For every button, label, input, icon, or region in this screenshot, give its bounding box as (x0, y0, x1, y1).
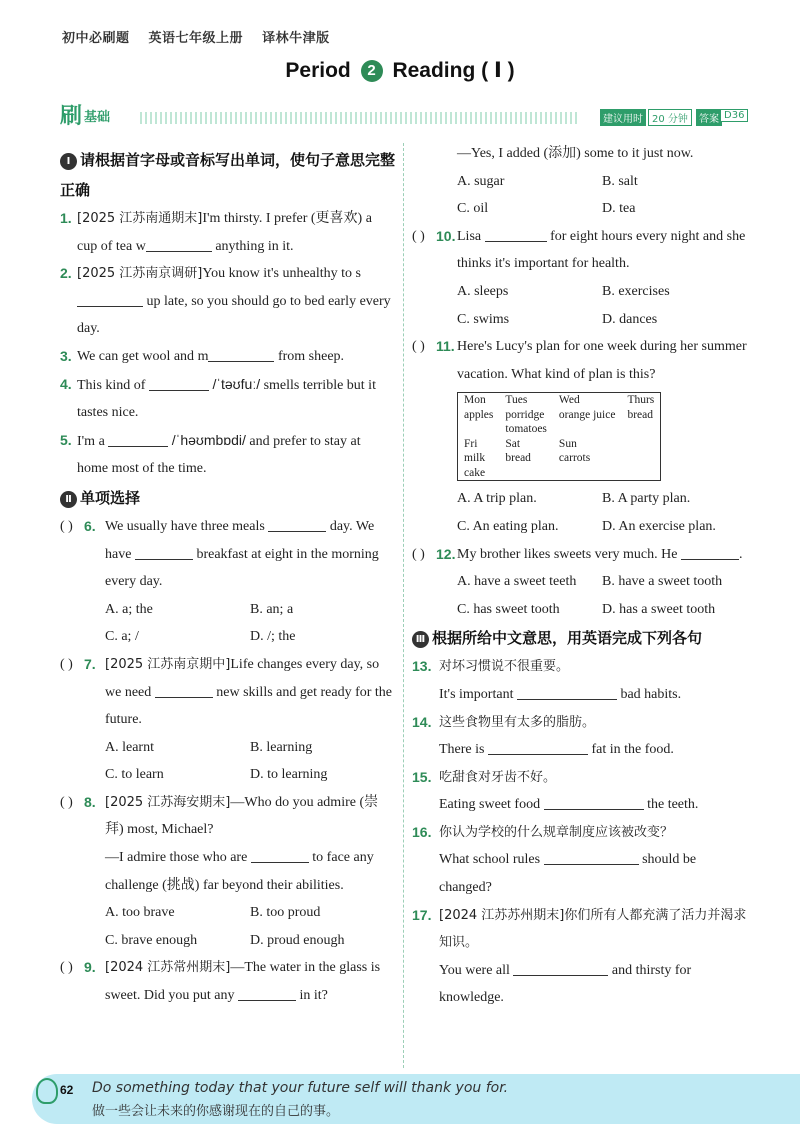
option[interactable]: D. proud enough (250, 932, 345, 948)
question-14: 14. 这些食物里有太多的脂肪。 There is fat in the food. (412, 713, 674, 758)
option[interactable]: C. has sweet tooth (457, 601, 560, 617)
question-8: ( ) 8. [2025 江苏海安期末]—Who do you admire (崇拜) most, Michael? —I admire those who are to face any challenge (挑战) far beyond their abilities. A. too brave B. too proud C. brave enough D. proud enough (60, 789, 395, 955)
header-book: 初中必刷题 (62, 31, 130, 46)
question-10: ( ) 10. Lisa for eight hours every night and she thinks it's important for health. A. sleeps B. exercises C. swims D. dances (412, 223, 750, 333)
answer-blank[interactable] (544, 850, 639, 865)
question-13: 13. 对坏习惯说不很重要。 It's important bad habits. (412, 658, 682, 702)
section-3-heading: Ⅲ 根据所给中文意思，用英语完成下列各句 (412, 623, 750, 653)
answer-blank[interactable] (488, 740, 588, 755)
header-edition: 译林牛津版 (262, 31, 330, 46)
answer-blank[interactable] (208, 347, 274, 362)
option[interactable]: A. have a sweet teeth (457, 574, 577, 590)
answer-blank[interactable] (238, 986, 296, 1001)
question-12: ( ) 12. My brother likes sweets very much. He . A. have a sweet teeth B. have a sweet tooth C. has sweet tooth D. has a sweet tooth (412, 541, 750, 624)
question-7: ( ) 7. [2025 江苏南京期中]Life changes every day, so we need new skills and get ready for the future. A. learnt B. learning C. to learn D. to learning (60, 651, 395, 789)
answer-blank[interactable] (155, 683, 213, 698)
question-3: 3. We can get wool and m from sheep. (60, 347, 345, 364)
weekly-plan-table: Mon Tues Wed Thurs apples porridge orange juice bread tomatoes Fri Sat Sun milk bread carrots cake (457, 392, 661, 481)
answer-blank[interactable] (513, 961, 608, 976)
lightbulb-icon (36, 1078, 58, 1104)
answer-blank[interactable] (251, 848, 309, 863)
question-1: 1. [2025 江苏南通期末]I'm thirsty. I prefer (更喜欢) a cup of tea w anything in it. (60, 210, 372, 254)
option[interactable]: A. sleeps (457, 283, 509, 299)
option[interactable]: C. to learn (105, 767, 164, 783)
decorative-stripes (140, 112, 580, 124)
header-subject: 英语七年级上册 (148, 31, 244, 46)
time-value: 20 分钟 (648, 109, 692, 126)
option[interactable]: A. too brave (105, 905, 175, 921)
option[interactable]: C. a; / (105, 629, 139, 645)
option[interactable]: A. sugar (457, 173, 505, 189)
option[interactable]: D. has a sweet tooth (602, 601, 716, 617)
section-1-heading: Ⅰ 请根据首字母或音标写出单词，使句子意思完整正确 (60, 151, 396, 199)
time-label: 建议用时 (600, 109, 646, 126)
answer-label: 答案 (696, 109, 722, 126)
answer-page: D36 (720, 109, 748, 122)
option[interactable]: B. salt (602, 173, 638, 189)
option[interactable]: B. an; a (250, 601, 294, 617)
question-15: 15. 吃甜食对牙齿不好。 Eating sweet food the teeth. (412, 768, 699, 813)
option[interactable]: C. oil (457, 201, 489, 217)
answer-blank[interactable] (485, 227, 547, 242)
answer-blank[interactable] (146, 237, 212, 252)
question-16: 16. 你认为学校的什么规章制度应该被改变？ What school rules should be changed? (412, 823, 697, 896)
footer-quote-en: Do something today that your future self will thank you for. (92, 1080, 509, 1096)
option[interactable]: A. a; the (105, 601, 153, 617)
option[interactable]: D. tea (602, 201, 636, 217)
period-number-badge: 2 (361, 60, 383, 82)
answer-blank[interactable] (517, 685, 617, 700)
option[interactable]: D. to learning (250, 767, 328, 783)
option[interactable]: B. too proud (250, 905, 321, 921)
option[interactable]: C. brave enough (105, 932, 198, 948)
footer-quote-cn: 做一些会让未来的你感谢现在的自己的事。 (92, 1104, 340, 1119)
question-4: 4. This kind of /ˈtəʊfuː/ smells terrible but it tastes nice. (60, 375, 376, 421)
page-number: 62 (60, 1083, 74, 1097)
question-6: ( ) 6. We usually have three meals day. We have breakfast at eight in the morning every day. A. a; the B. an; a C. a; / D. /; the (60, 513, 395, 651)
question-5: 5. I'm a /ˈhəʊmbɒdi/ and prefer to stay at home most of the time. (60, 431, 361, 477)
answer-blank[interactable] (681, 545, 739, 560)
section-2-heading: Ⅱ 单项选择 (60, 483, 395, 513)
option[interactable]: B. exercises (602, 283, 670, 299)
right-column (412, 140, 750, 1012)
running-header (62, 27, 344, 46)
answer-blank[interactable] (108, 432, 168, 447)
option[interactable]: D. /; the (250, 629, 296, 645)
option[interactable]: A. learnt (105, 739, 154, 755)
option[interactable]: D. dances (602, 311, 658, 327)
option[interactable]: B. learning (250, 739, 313, 755)
brush-logo: 刷基础 (60, 104, 111, 129)
answer-blank[interactable] (149, 376, 209, 391)
option[interactable]: C. swims (457, 311, 510, 327)
option[interactable]: D. An exercise plan. (602, 518, 716, 534)
page-title: Period 2 Reading ( Ⅰ ) (285, 59, 515, 82)
option[interactable]: A. A trip plan. (457, 491, 537, 507)
option[interactable]: B. A party plan. (602, 491, 691, 507)
answer-blank[interactable] (77, 292, 143, 307)
question-17: 17. [2024 江苏苏州期末]你们所有人都充满了活力并渴求知识。 You were all and thirsty for knowledge. (412, 906, 747, 1006)
option[interactable]: B. have a sweet tooth (602, 574, 723, 590)
column-divider (403, 143, 404, 1068)
answer-blank[interactable] (544, 795, 644, 810)
question-2: 2. [2025 江苏南京调研]You know it's unhealthy to s up late, so you should go to bed early every day. (60, 265, 391, 337)
left-column (60, 145, 395, 1010)
answer-blank[interactable] (268, 517, 326, 532)
footer-banner (32, 1074, 800, 1124)
section-band (60, 104, 750, 130)
answer-blank[interactable] (135, 545, 193, 560)
question-9: ( ) 9. [2024 江苏常州期末]—The water in the glass is sweet. Did you put any in it? (60, 959, 381, 1004)
option[interactable]: C. An eating plan. (457, 518, 559, 534)
question-9-continued: —Yes, I added (添加) some to it just now. A. sugar B. salt C. oil D. tea (412, 140, 750, 223)
question-11: ( ) 11. Here's Lucy's plan for one week during her summer vacation. What kind of plan is this? Mon Tues Wed Thurs apples porridge orange juice bread tomatoes Fri Sat Sun milk bread carrots cake A. A trip plan. B. A party plan. C. An eating plan. D. An exercise plan. (412, 333, 750, 540)
